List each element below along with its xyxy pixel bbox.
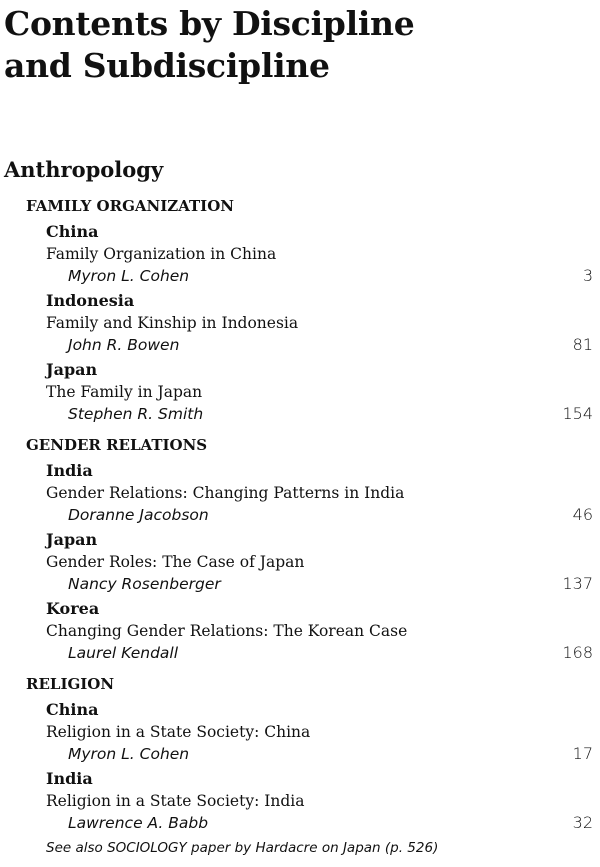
entry-title: Family Organization in China (46, 245, 277, 263)
page-number: 168 (562, 643, 593, 662)
entry-author: Nancy Rosenberger (68, 575, 221, 593)
entry-group (0, 460, 600, 526)
section-heading: FAMILY ORGANIZATION (26, 197, 234, 215)
entry-title: Changing Gender Relations: The Korean Case (46, 622, 408, 640)
country-heading: Indonesia (46, 291, 135, 310)
entry-group (0, 699, 600, 765)
entry-title: Religion in a State Society: China (46, 723, 311, 741)
entry-author-row (0, 265, 600, 287)
entry-author: Lawrence A. Babb (68, 814, 209, 832)
page-number: 154 (562, 404, 593, 423)
page-number: 3 (582, 266, 593, 285)
country-heading: India (46, 769, 93, 788)
page-number: 137 (562, 574, 593, 593)
entry-author: Laurel Kendall (68, 644, 179, 662)
contents-list (0, 195, 600, 859)
section-heading: GENDER RELATIONS (26, 436, 208, 454)
page-number: 46 (572, 505, 593, 524)
entry-author: Doranne Jacobson (68, 506, 209, 524)
entry-author: John R. Bowen (68, 336, 180, 354)
country-heading: China (46, 700, 99, 719)
entry-group (0, 529, 600, 595)
page-number: 17 (572, 744, 593, 763)
entry-author: Myron L. Cohen (68, 267, 190, 285)
page-number: 32 (572, 813, 593, 832)
section-family-organization (0, 195, 600, 425)
page-number: 81 (572, 335, 593, 354)
country-heading: Korea (46, 599, 100, 618)
page-title-line-2: and Subdiscipline (4, 46, 330, 85)
entry-title: Religion in a State Society: India (46, 792, 305, 810)
entry-title: The Family in Japan (46, 383, 203, 401)
entry-title: Gender Roles: The Case of Japan (46, 553, 305, 571)
entry-title: Family and Kinship in Indonesia (46, 314, 299, 332)
entry-group (0, 768, 600, 834)
entry-author-row (0, 743, 600, 765)
page-title-line-1: Contents by Discipline (4, 4, 415, 43)
entry-title: Gender Relations: Changing Patterns in India (46, 484, 405, 502)
entry-author: Myron L. Cohen (68, 745, 190, 763)
country-heading: Japan (46, 360, 98, 379)
entry-group (0, 598, 600, 664)
entry-author-row (0, 642, 600, 664)
entry-author-row (0, 812, 600, 834)
country-heading: Japan (46, 530, 98, 549)
entry-group (0, 290, 600, 356)
entry-author: Stephen R. Smith (68, 405, 204, 423)
see-also-note: See also SOCIOLOGY paper by Hardacre on Japan (p. 526) (46, 840, 439, 856)
page-title (4, 3, 414, 87)
discipline-heading: Anthropology (4, 157, 164, 182)
section-religion (0, 673, 600, 859)
entry-author-row (0, 573, 600, 595)
section-heading: RELIGION (26, 675, 115, 693)
entry-author-row (0, 403, 600, 425)
entry-group (0, 221, 600, 287)
country-heading: India (46, 461, 93, 480)
country-heading: China (46, 222, 99, 241)
section-gender-relations (0, 434, 600, 664)
entry-group (0, 359, 600, 425)
entry-author-row (0, 504, 600, 526)
entry-author-row (0, 334, 600, 356)
